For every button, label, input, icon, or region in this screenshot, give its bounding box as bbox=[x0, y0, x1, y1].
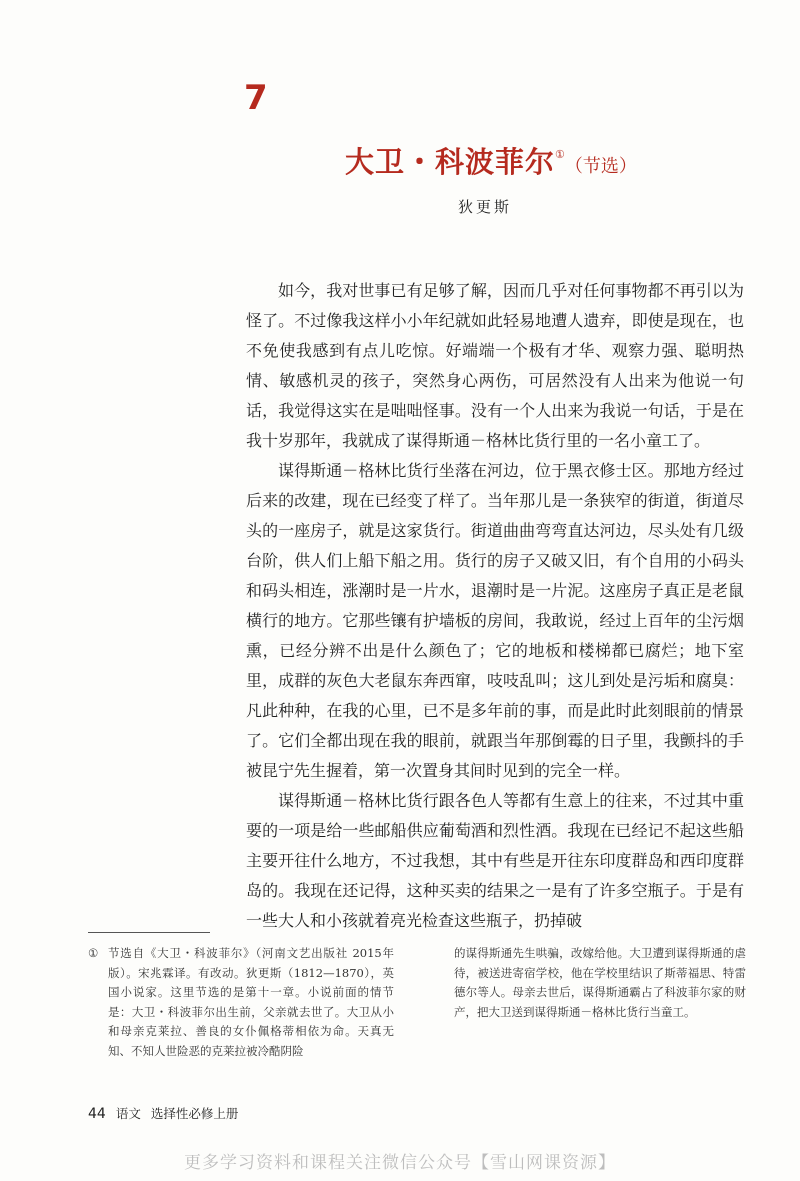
page-title bbox=[345, 140, 637, 181]
footnote-text-right: 的谋得斯通先生哄骗，改嫁给他。大卫遭到谋得斯通的虐待，被送进寄宿学校，他在学校里结识了斯蒂福思、特雷德尔等人。母亲去世后，谋得斯通霸占了科波菲尔家的财产，把大卫送到谋得斯通－格林比货行当童工。 bbox=[454, 946, 746, 1019]
paragraph: 如今，我对世事已有足够了解，因而几乎对任何事物都不再引以为怪了。不过像我这样小小年纪就如此轻易地遭人遗弃，即使是现在，也不免使我感到有点儿吃惊。好端端一个极有才华、观察力强、聪明热情、敏感机灵的孩子，突然身心两伤，可居然没有人出来为他说一句话，我觉得这实在是咄咄怪事。没有一个人出来为我说一句话，于是在我十岁那年，我就成了谋得斯通－格林比货行里的一名小童工了。 bbox=[246, 281, 744, 450]
paragraph: 谋得斯通－格林比货行跟各色人等都有生意上的往来，不过其中重要的一项是给一些邮船供应葡萄酒和烈性酒。我现在已经记不起这些船主要开往什么地方，不过我想，其中有些是开往东印度群岛和西印度群岛的。我现在还记得，这种买卖的结果之一是有了许多空瓶子。于是有一些大人和小孩就着亮光检查这些瓶子，扔掉破 bbox=[246, 791, 744, 930]
footnote-reference: ① bbox=[555, 148, 565, 161]
paragraph: 谋得斯通－格林比货行坐落在河边，位于黑衣修士区。那地方经过后来的改建，现在已经变了样了。当年那儿是一条狭窄的街道，街道尽头的一座房子，就是这家货行。街道曲曲弯弯直达河边，尽头处有几级台阶，供人们上船下船之用。货行的房子又破又旧，有个自用的小码头和码头相连，涨潮时是一片水，退潮时是一片泥。这座房子真正是老鼠横行的地方。它那些镶有护墙板的房间，我敢说，经过上百年的尘污烟熏，已经分辨不出是什么颜色了；它的地板和楼梯都已腐烂；地下室里，成群的灰色大老鼠东奔西窜，吱吱乱叫；这儿到处是污垢和腐臭：凡此种种，在我的心里，已不是多年前的事，而是此时此刻眼前的情景了。它们全都出现在我的眼前，就跟当年那倒霉的日子里，我颤抖的手被昆宁先生握着，第一次置身其间时见到的完全一样。 bbox=[246, 461, 744, 780]
author-name: 狄更斯 bbox=[458, 198, 513, 216]
page-number: 44 bbox=[88, 1106, 106, 1122]
page-footer bbox=[88, 1104, 238, 1122]
footnote-text-left: 节选自《大卫・科波菲尔》（河南文艺出版社 2015年版）。宋兆霖译。有改动。狄更斯（1812—1870），英国小说家。这里节选的是第十一章。小说前面的情节是：大卫・科波菲尔出生前，父亲就去世了。大卫从小和母亲克莱拉、善良的女仆佩格蒂相依为命。天真无知、不知人世险恶的克莱拉被冷酷阴险 bbox=[108, 946, 394, 1058]
title-subtitle: （节选） bbox=[564, 156, 637, 177]
footnote-divider bbox=[88, 932, 210, 933]
footer-subject: 语文 bbox=[115, 1106, 141, 1121]
lesson-number: 7 bbox=[244, 78, 268, 118]
footnote-right-column bbox=[454, 944, 746, 1022]
title-main: 大卫・科波菲尔 bbox=[345, 145, 556, 179]
watermark-text: 更多学习资料和课程关注微信公众号【雪山网课资源】 bbox=[184, 1153, 616, 1173]
footer-book: 选择性必修上册 bbox=[150, 1106, 239, 1121]
main-text bbox=[246, 276, 744, 936]
footnote-left-column bbox=[88, 944, 394, 1061]
footnote-mark: ① bbox=[88, 946, 99, 960]
